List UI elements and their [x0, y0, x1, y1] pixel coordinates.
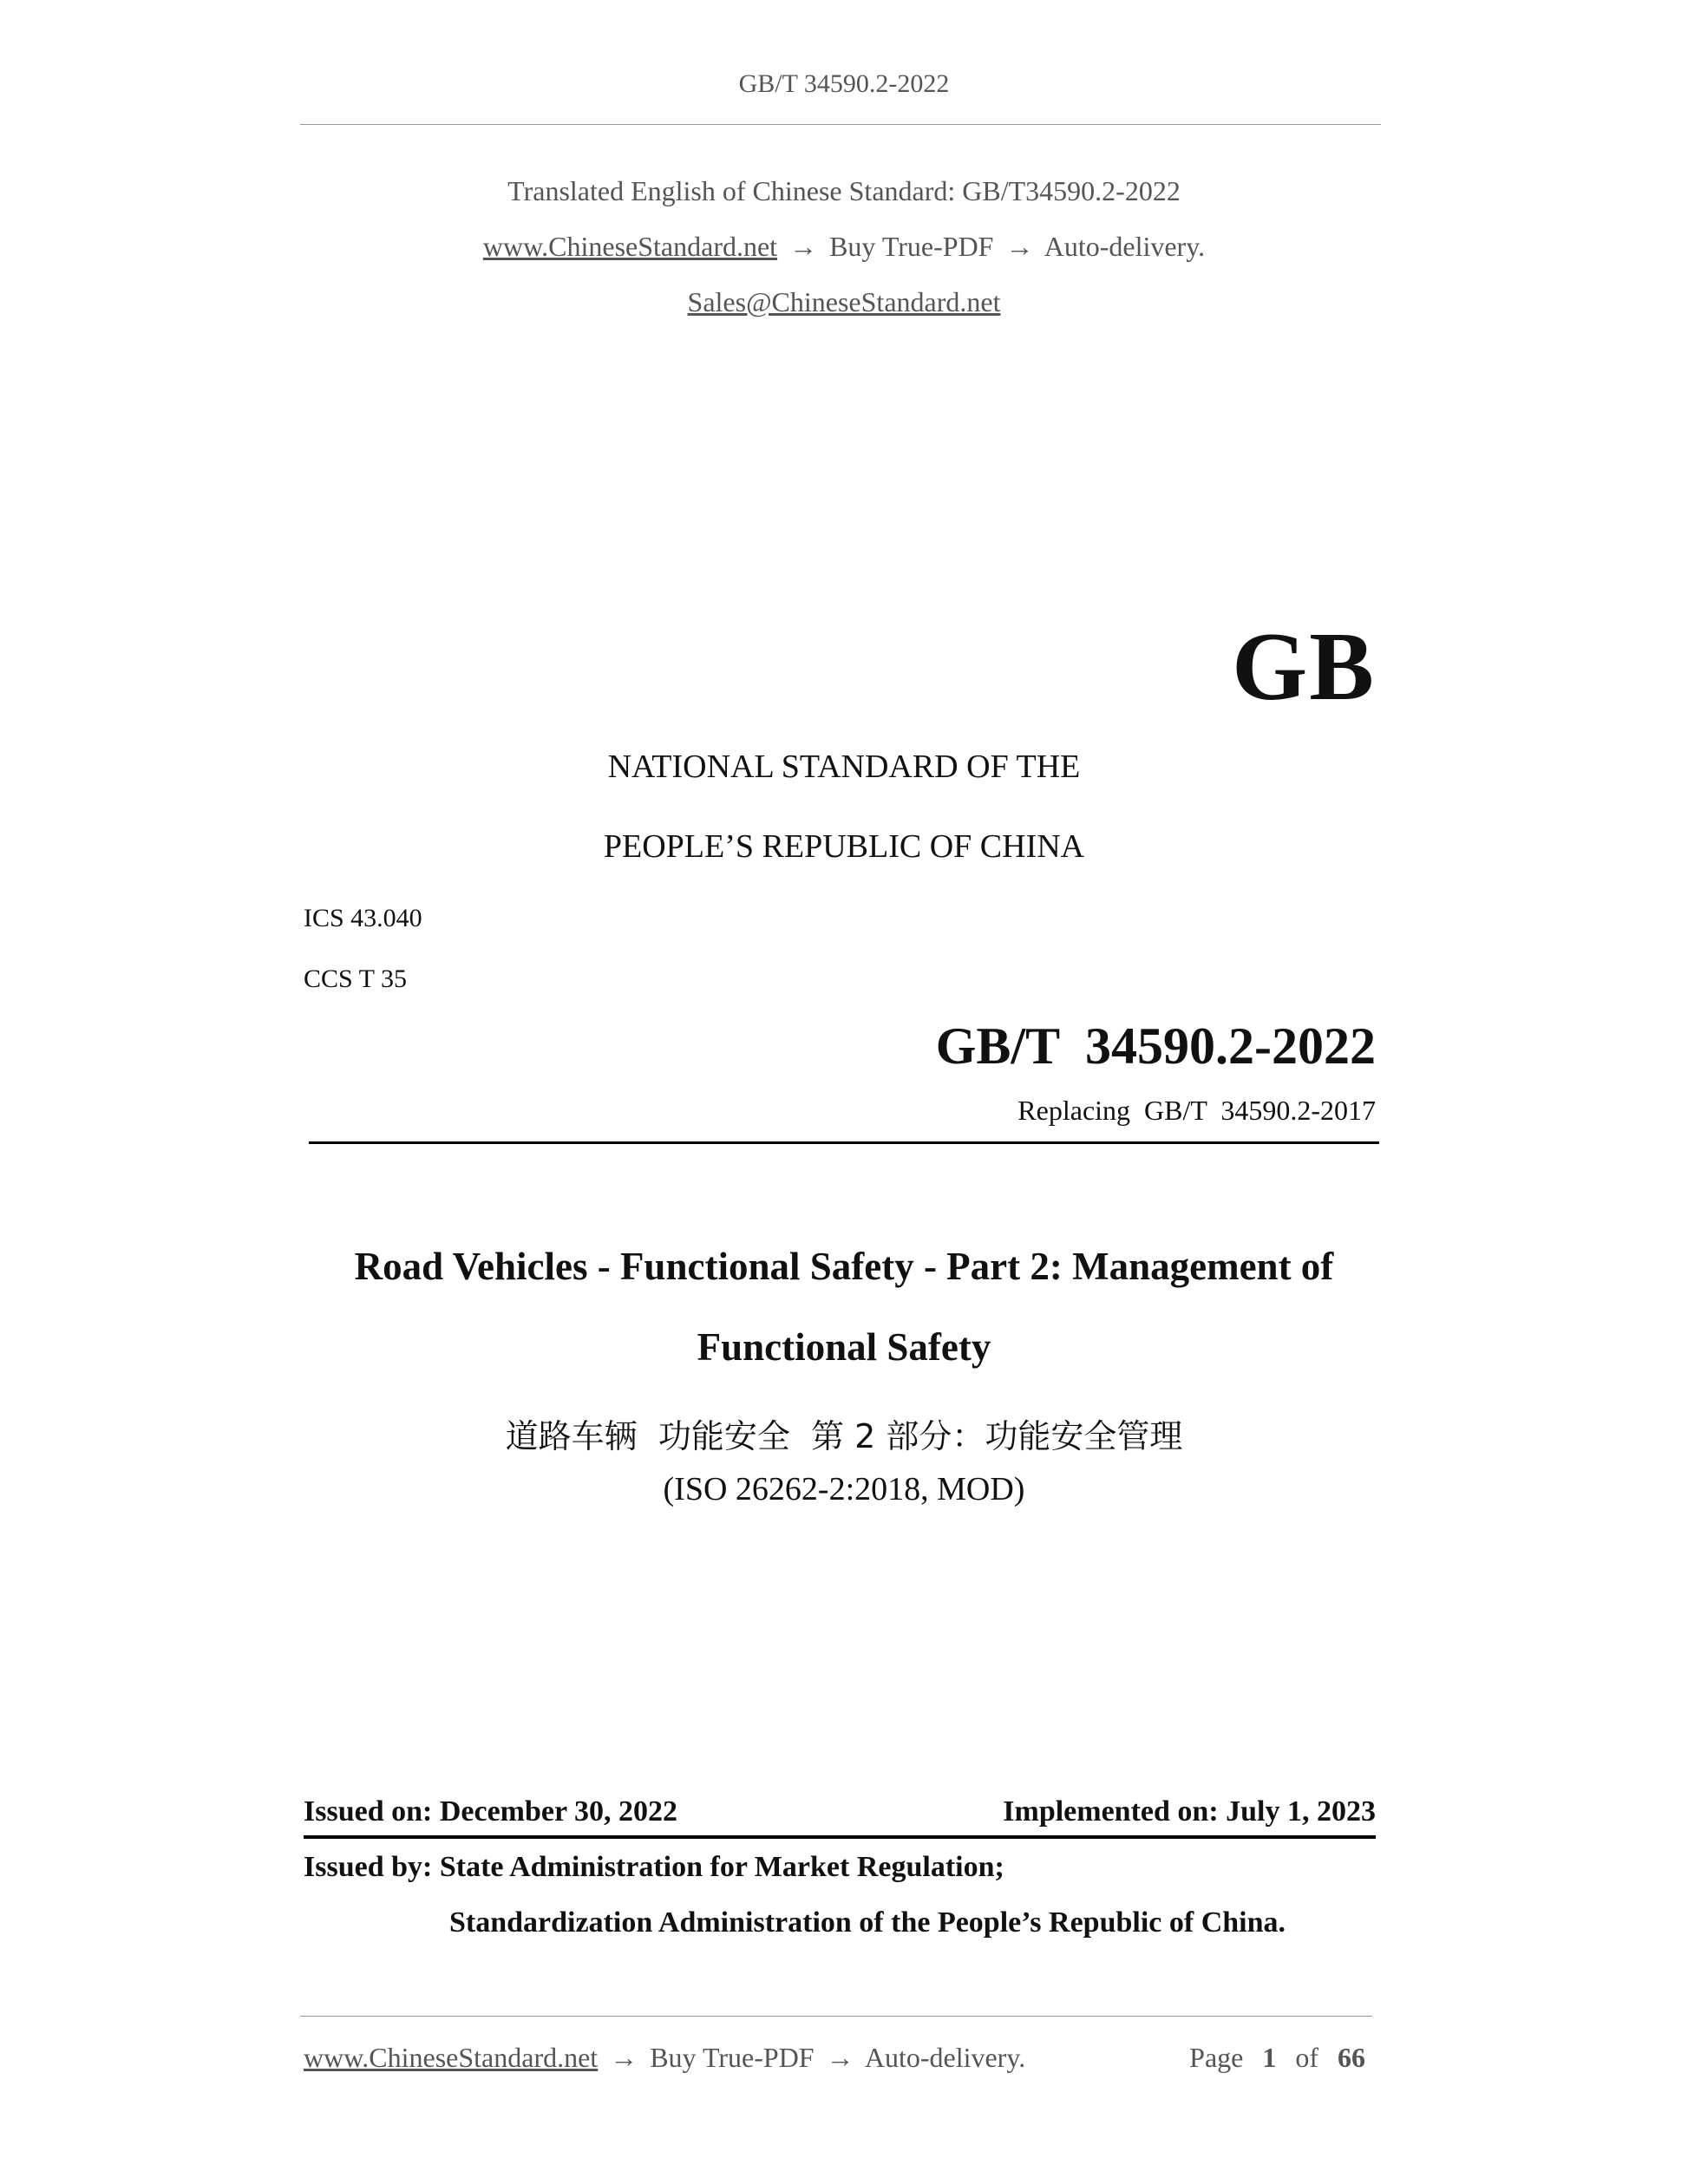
auto-delivery-text: Auto-delivery. — [1044, 231, 1206, 262]
national-standard-line1: NATIONAL STANDARD OF THE — [607, 749, 1081, 785]
gb-logo: GB — [1232, 613, 1376, 721]
arrow-right-icon: → — [826, 2042, 854, 2073]
issued-by-line2: Standardization Administration of the People’s Republic of China. — [449, 1906, 1286, 1939]
banner-line1: Translated English of Chinese Standard: GB/T34590.2-2022 — [507, 175, 1181, 206]
footer-links — [304, 2042, 1025, 2074]
footer-delivery-text: Auto-delivery. — [864, 2042, 1026, 2073]
national-standard-line2: PEOPLE’S REPUBLIC OF CHINA — [603, 828, 1085, 865]
running-header — [0, 69, 1688, 99]
title-line2: Functional Safety — [697, 1325, 991, 1369]
footer-site-link[interactable]: www.ChineseStandard.net — [304, 2042, 599, 2073]
replacing-note: Replacing GB/T 34590.2-2017 — [1017, 1095, 1376, 1126]
iso-reference: (ISO 26262-2:2018, MOD) — [663, 1471, 1025, 1507]
banner-line3 — [0, 286, 1688, 318]
arrow-right-icon: → — [789, 231, 818, 262]
issue-rule — [304, 1835, 1376, 1839]
standard-number: GB/T 34590.2-2022 — [935, 1017, 1376, 1075]
ccs-code: CCS T 35 — [304, 964, 407, 993]
page-label: Page — [1189, 2042, 1244, 2073]
arrow-right-icon: → — [1005, 231, 1034, 262]
title-line1: Road Vehicles - Functional Safety - Part 2: Management of — [354, 1245, 1334, 1288]
buy-pdf-text: Buy True-PDF — [829, 231, 994, 262]
running-title: GB/T 34590.2-2022 — [738, 69, 950, 98]
of-label: of — [1295, 2042, 1318, 2073]
site-link[interactable]: www.ChineseStandard.net — [482, 231, 778, 262]
header-rule — [300, 124, 1381, 125]
footer-rule — [300, 2016, 1372, 2017]
page-number: 1 — [1262, 2042, 1277, 2073]
implemented-on: Implemented on: July 1, 2023 — [1003, 1795, 1376, 1828]
issued-by-line1: Issued by: State Administration for Market Regulation; — [304, 1851, 1004, 1883]
page-indicator — [1189, 2042, 1365, 2074]
standard-number-rule — [309, 1141, 1379, 1144]
ics-code: ICS 43.040 — [304, 904, 422, 932]
sales-email-link[interactable]: Sales@ChineseStandard.net — [687, 286, 1001, 317]
banner-line2 — [0, 231, 1688, 263]
arrow-right-icon: → — [610, 2042, 638, 2073]
footer-buy-text: Buy True-PDF — [650, 2042, 815, 2073]
title-chinese: 道路车辆 功能安全 第 2 部分：功能安全管理 — [505, 1417, 1183, 1455]
page-total: 66 — [1338, 2042, 1365, 2073]
issued-on: Issued on: December 30, 2022 — [304, 1795, 677, 1828]
